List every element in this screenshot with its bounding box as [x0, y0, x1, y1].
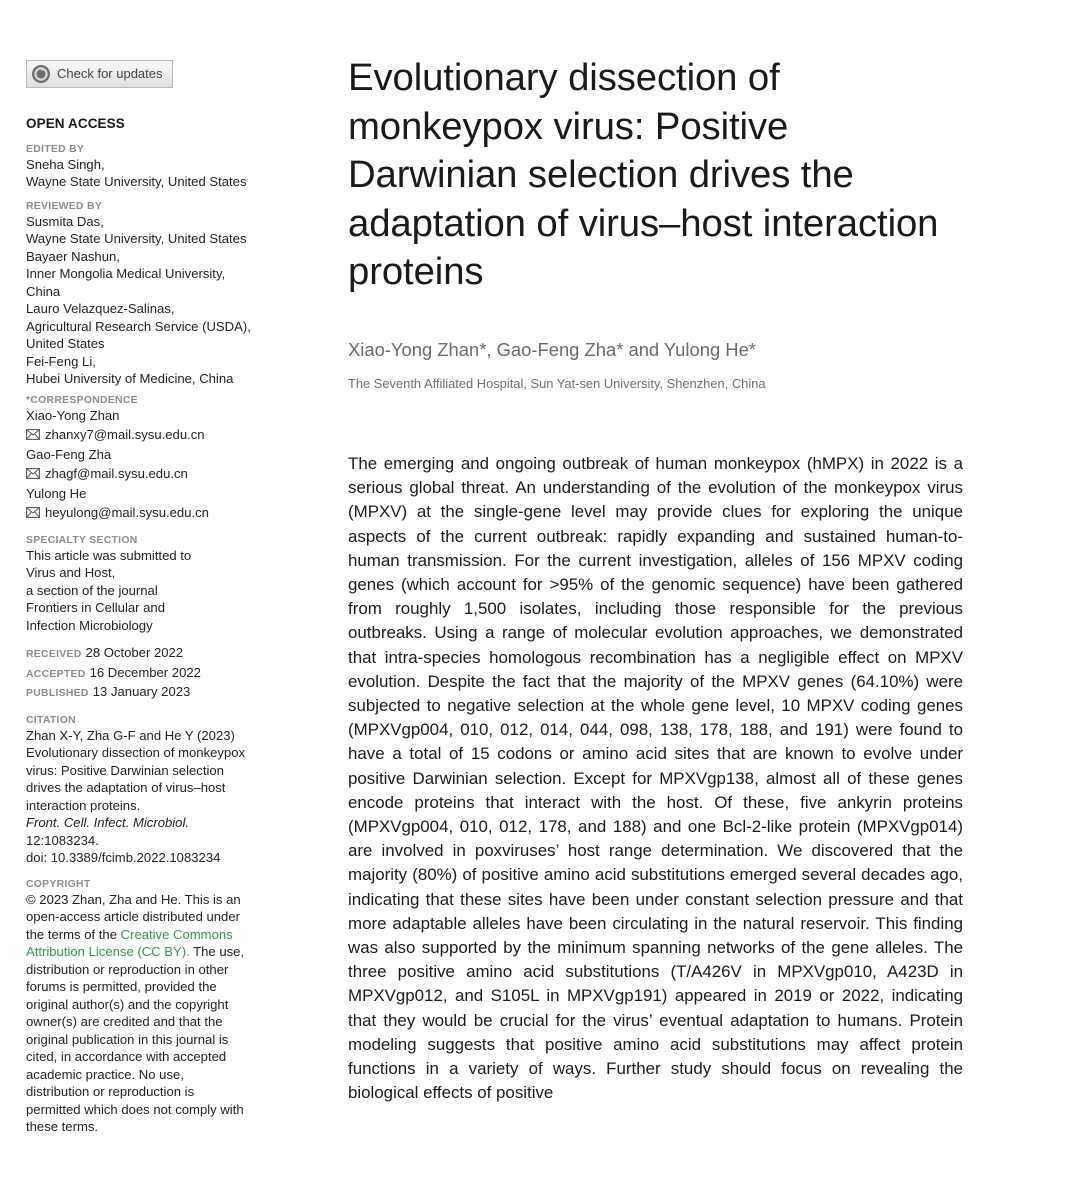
reviewer-line: Bayaer Nashun,	[26, 248, 120, 264]
check-for-updates-label: Check for updates	[57, 66, 163, 82]
article-info-sidebar	[26, 60, 276, 1136]
copyright-line: original author(s) and the copyright	[26, 996, 229, 1012]
specialty-line: a section of the journal	[26, 582, 158, 598]
copyright-line: permitted which does not comply with	[26, 1101, 244, 1117]
specialty-line: Frontiers in Cellular and	[26, 600, 165, 615]
abstract-text: The emerging and ongoing outbreak of human monkeypox (hMPX) in 2022 is a serious global threat. An understanding of the evolution of the monkeypox virus (MPXV) at the single-gene level may provide clues for exploring the unique aspects of the current outbreak: rapidly expanding and sustained human-to-human transmission. For the current investigation, alleles of 156 MPXV coding genes (which account for >95% of the genomic sequence) have been gathered from roughly 1,500 isolates, including those responsible for the previous outbreaks. Using a range of molecular evolution approaches, we demonstrated that intra-species homologous recombination has a negligible effect on MPXV evolution. Despite the fact that the majority of the MPXV genes (64.10%) were subjected to negative selection at the whole gene level, 10 MPXV coding genes (MPXVgp004, 010, 012, 014, 044, 098, 138, 178, 188, and 191) were found to have a total of 15 codons or amino acid sites that are known to evolve under positive Darwinian selection. Except for MPXVgp138, almost all of these genes encode proteins that interact with the host. Of these, five ankyrin proteins (MPXVgp004, 010, 012, 178, and 188) and one Bcl-2-like protein (MPXVgp014) are involved in poxviruses’ host range determination. We discovered that the majority (80%) of positive amino acid substitutions emerged several decades ago, indicating that these sites have been under constant selection pressure and that more adaptable alleles have been circulating in the natural reservoir. This finding was also supported by the minimum spanning networks of the gene alleles. The three positive amino acid substitutions (T/A426V in MPXVgp010, A423D in MPXVgp012, and S105L in MPXVgp191) appeared in 2019 or 2022, indicating that they would be crucial for the virus’ eventual adaptation to humans. Protein modeling suggests that positive amino acid substitutions may affect protein functions in a variety of ways. Further study should focus on revealing the biological effects of positive	[348, 454, 963, 1103]
author-affiliation: The Seventh Affiliated Hospital, Sun Yat-sen University, Shenzhen, China	[348, 375, 766, 391]
accepted-label: ACCEPTED	[26, 668, 86, 680]
article-authors: Xiao-Yong Zhan*, Gao-Feng Zha* and Yulong He*	[348, 338, 756, 360]
correspondent-email-link[interactable]: zhagf@mail.sysu.edu.cn	[45, 466, 188, 481]
copyright-line	[26, 926, 276, 944]
article-title: Evolutionary dissection of monkeypox virus: Positive Darwinian selection drives the adaptation of virus–host interaction proteins	[348, 56, 939, 294]
copyright-line: academic practice. No use,	[26, 1066, 184, 1082]
received-date	[26, 644, 276, 664]
edited-by-section	[26, 143, 276, 191]
mail-icon	[26, 507, 40, 518]
copyright-line: cited, in accordance with accepted	[26, 1049, 227, 1064]
reviewer-line: United States	[26, 336, 105, 351]
citation-line: virus: Positive Darwinian selection	[26, 762, 224, 778]
citation-section	[26, 714, 276, 867]
received-label: RECEIVED	[26, 649, 82, 660]
copyright-label: COPYRIGHT	[26, 878, 91, 890]
license-link[interactable]: Attribution License (CC BY).	[26, 944, 190, 959]
citation-line: drives the adaptation of virus–host	[26, 780, 226, 795]
published-value: 13 January 2023	[92, 684, 191, 699]
correspondence-label: *CORRESPONDENCE	[26, 394, 138, 406]
specialty-line: Infection Microbiology	[26, 617, 153, 633]
reviewer-line: Agricultural Research Service (USDA),	[26, 318, 251, 334]
citation-doi: doi: 10.3389/fcimb.2022.1083234	[26, 850, 221, 865]
check-for-updates-icon	[31, 64, 51, 84]
specialty-line: Virus and Host,	[26, 565, 116, 580]
copyright-line: open-access article distributed under	[26, 909, 240, 924]
citation-label: CITATION	[26, 714, 76, 726]
citation-volume: 12:1083234.	[26, 832, 99, 848]
correspondent-name: Gao-Feng Zha	[26, 446, 112, 462]
copyright-line	[26, 943, 276, 961]
open-access-label: OPEN ACCESS	[26, 116, 125, 131]
reviewer-line: China	[26, 283, 61, 299]
published-date	[26, 683, 276, 703]
reviewer-line: Lauro Velazquez-Salinas,	[26, 301, 175, 316]
specialty-line: This article was submitted to	[26, 547, 192, 563]
specialty-section	[26, 534, 276, 635]
specialty-section-label: SPECIALTY SECTION	[26, 534, 138, 546]
copyright-section	[26, 878, 276, 1136]
copyright-line: original publication in this journal is	[26, 1031, 229, 1047]
correspondent-email-link[interactable]: heyulong@mail.sysu.edu.cn	[45, 505, 209, 520]
copyright-line: forums is permitted, provided the	[26, 979, 217, 994]
received-value: 28 October 2022	[85, 645, 184, 660]
license-link[interactable]: Creative Commons	[120, 926, 233, 942]
copyright-line: © 2023 Zhan, Zha and He. This is an	[26, 891, 241, 907]
copyright-text: The use,	[189, 944, 245, 959]
citation-journal: Front. Cell. Infect. Microbiol.	[26, 815, 189, 830]
correspondent-email-row	[26, 426, 276, 444]
correspondent-email-row	[26, 504, 276, 522]
reviewer-line: Fei-Feng Li,	[26, 353, 96, 369]
accepted-value: 16 December 2022	[89, 664, 201, 680]
citation-line: Zhan X-Y, Zha G-F and He Y (2023)	[26, 727, 235, 743]
correspondent-name: Xiao-Yong Zhan	[26, 407, 120, 423]
accepted-date	[26, 664, 276, 684]
mail-icon	[26, 468, 40, 479]
reviewer-line: Hubei University of Medicine, China	[26, 371, 234, 386]
article-header	[348, 54, 963, 391]
copyright-line: owner(s) are credited and that the	[26, 1014, 223, 1029]
citation-line: Evolutionary dissection of monkeypox	[26, 745, 246, 760]
editor-name: Sneha Singh,	[26, 156, 105, 172]
published-label: PUBLISHED	[26, 688, 89, 699]
copyright-text: the terms of the	[26, 926, 121, 942]
correspondent-email-row	[26, 465, 276, 483]
reviewed-by-label: REVIEWED BY	[26, 200, 103, 212]
editor-affiliation: Wayne State University, United States	[26, 174, 247, 189]
reviewer-line: Wayne State University, United States	[26, 231, 247, 246]
correspondent-email-link[interactable]: zhanxy7@mail.sysu.edu.cn	[45, 427, 205, 442]
edited-by-label: EDITED BY	[26, 143, 85, 155]
reviewed-by-section	[26, 200, 276, 388]
mail-icon	[26, 429, 40, 440]
reviewer-line: Inner Mongolia Medical University,	[26, 266, 226, 281]
check-for-updates-button[interactable]	[26, 60, 173, 88]
correspondence-section	[26, 394, 276, 522]
copyright-line: distribution or reproduction is	[26, 1084, 195, 1099]
citation-line: interaction proteins.	[26, 797, 141, 813]
copyright-line: distribution or reproduction in other	[26, 961, 229, 977]
reviewer-line: Susmita Das,	[26, 213, 104, 229]
correspondent-name: Yulong He	[26, 485, 87, 501]
copyright-line: these terms.	[26, 1119, 99, 1134]
dates-section	[26, 644, 276, 703]
